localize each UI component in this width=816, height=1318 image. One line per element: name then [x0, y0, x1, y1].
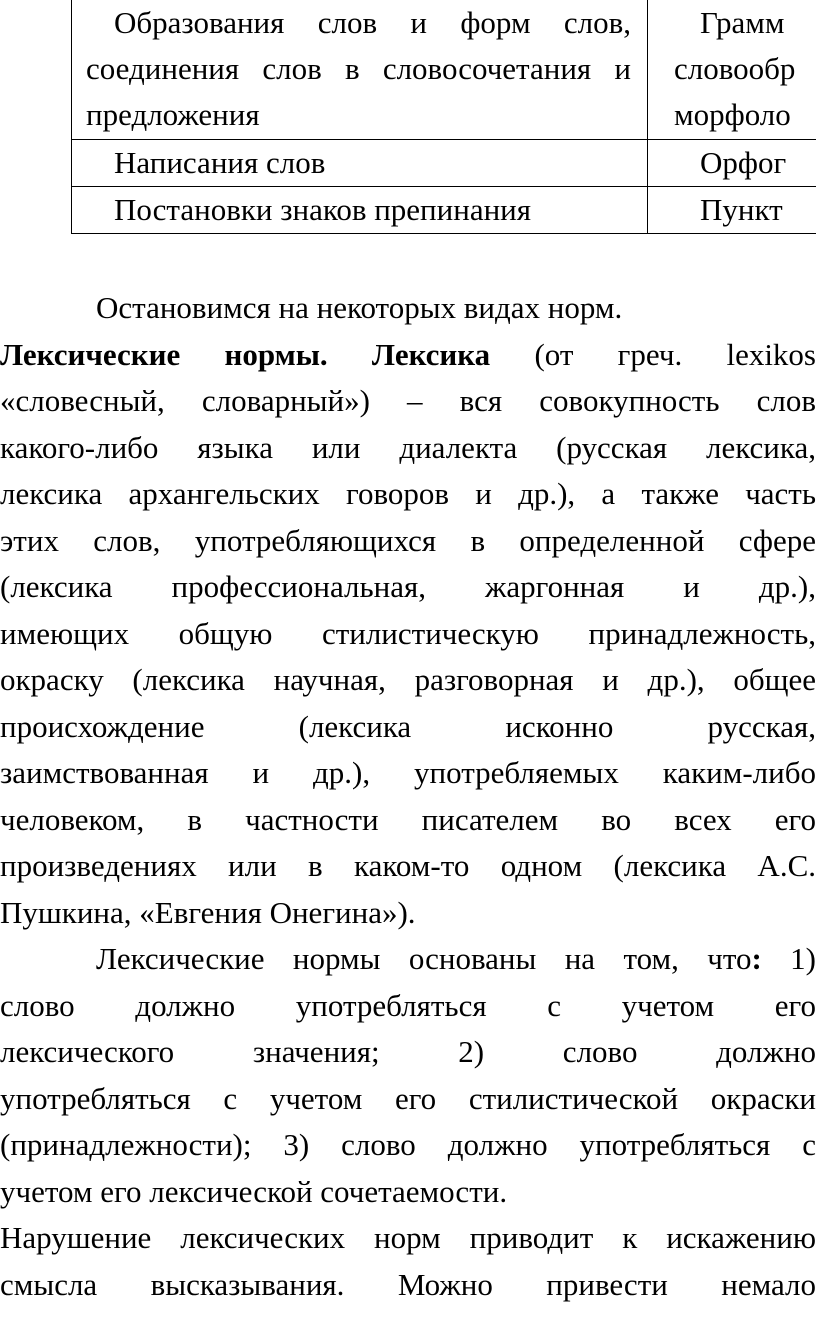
cell-text-line: соединения слов в словосочетания и	[86, 51, 631, 86]
paragraph-text: :	[751, 941, 762, 976]
cell-text-line: Грамм	[700, 5, 785, 40]
norms-table	[71, 0, 816, 234]
paragraph-line	[0, 332, 816, 379]
paragraph-line: произведениях или в каком-то одном (лексика А.С.	[0, 848, 816, 883]
paragraph-line: какого-либо языка или диалекта (русская лексика,	[0, 429, 816, 465]
paragraph-line: этих слов, употребляющихся в определенной сфере	[0, 522, 816, 558]
paragraph-line: (лексика профессиональная, жаргонная и др.),	[0, 569, 816, 604]
paragraph-line: «словесный, словарный») – вся совокупность слов	[0, 383, 816, 418]
paragraph-line: происхождение (лексика исконно русская,	[0, 708, 816, 744]
paragraph-line: учетом его лексической сочетаемости.	[0, 1173, 508, 1209]
table-cell-norm-type: Пункт	[648, 187, 816, 234]
paragraph-line: заимствованная и др.), употребляемых каким-либо	[0, 755, 816, 790]
paragraph-line: (принадлежности); 3) слово должно употребляться с	[0, 1127, 816, 1162]
cell-text-line: Образования слов и форм слов,	[114, 5, 631, 40]
cell-text-line: предложения	[86, 97, 260, 132]
paragraph-line: лексика архангельских говоров и др.), а также часть	[0, 476, 816, 511]
intro-paragraph: Остановимся на некоторых видах норм.	[96, 290, 623, 325]
paragraph-line: Нарушение лексических норм приводит к искажению	[0, 1220, 816, 1255]
table-row	[72, 0, 816, 140]
lexical-norms-heading: Лексические нормы. Лексика	[0, 336, 491, 372]
cell-text-line: словообр	[674, 51, 796, 86]
table-cell-norm-type	[648, 0, 816, 140]
table-cell-object: Постановки знаков препинания	[72, 187, 648, 234]
table-cell-object	[72, 0, 648, 140]
paragraph-line: употребляться с учетом его стилистической окраски	[0, 1080, 816, 1116]
paragraph-text: 1)	[761, 941, 816, 976]
paragraph-text: Лексические нормы основаны на том, что	[96, 941, 752, 976]
paragraph-line	[0, 936, 816, 983]
paragraph-line: смысла высказывания. Можно привести немало	[0, 1266, 816, 1302]
cell-text-line: морфоло	[674, 97, 791, 132]
paragraph-text: (от греч. lexikos	[490, 336, 816, 372]
paragraph-line: лексического значения; 2) слово должно	[0, 1034, 816, 1069]
paragraph-line: слово должно употребляться с учетом его	[0, 987, 816, 1023]
body-text	[0, 285, 816, 1308]
table-row	[72, 140, 816, 187]
paragraph-line: человеком, в частности писателем во всех его	[0, 801, 816, 837]
paragraph-line: имеющих общую стилистическую принадлежность,	[0, 615, 816, 651]
paragraph-line: Пушкина, «Евгения Онегина»).	[0, 894, 416, 930]
table-row	[72, 187, 816, 234]
table-cell-object: Написания слов	[72, 140, 648, 187]
paragraph-line: окраску (лексика научная, разговорная и др.), общее	[0, 662, 816, 697]
table-cell-norm-type: Орфог	[648, 140, 816, 187]
